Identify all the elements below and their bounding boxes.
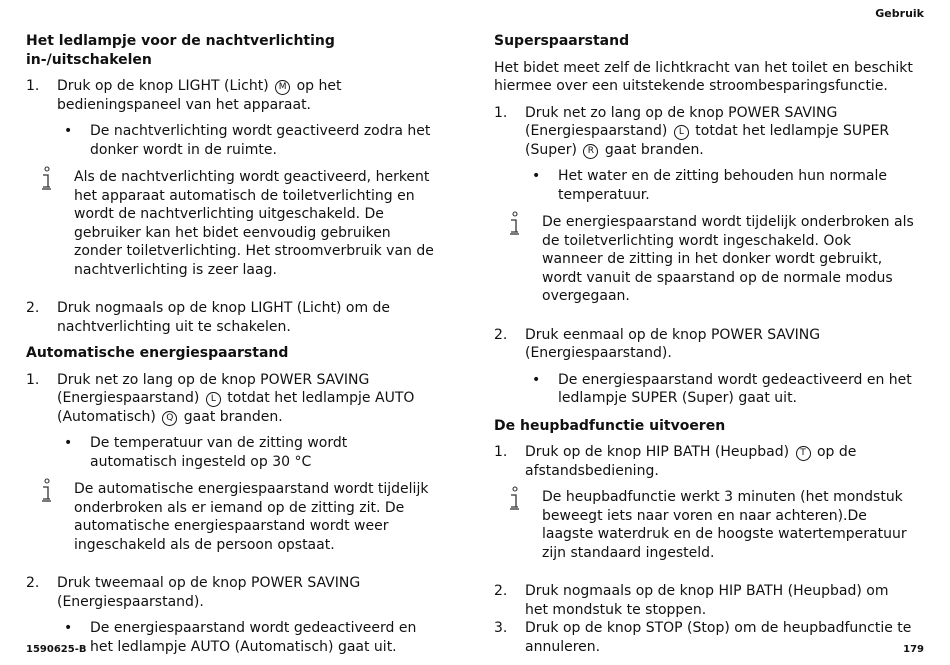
step-text: Druk net zo lang op de knop POWER SAVING (Energiespaarstand) [525,104,838,139]
left-column [26,32,438,665]
step-text: Druk nogmaals op de knop HIP BATH (Heupbad) om het mondstuk te stoppen. [525,583,889,618]
step-number: 2. [494,583,508,599]
note-text: Als de nachtverlichting wordt geactiveerd, herkent het apparaat automatisch de toiletverlichting en wordt de nachtverlichting uitgeschakeld. De gebruiker kan het bidet eenvoudig gebruiken zonder toiletverlichting. Het stroomverbruik van de nachtverlichting is zeer laag. [74,169,434,278]
step-number: 3. [494,620,508,636]
step-text: Druk eenmaal op de knop POWER SAVING (Energiespaarstand). [525,326,821,361]
step-text: Druk net zo lang op de knop POWER SAVING (Energiespaarstand) [57,371,370,406]
step-number: 2. [26,300,40,316]
info-note [494,488,914,562]
step-text: op de afstandsbediening. [525,444,857,479]
numbered-step [494,326,914,363]
power-saving-button-icon: L [206,392,221,407]
bullet-text: De energiespaarstand wordt gedeactiveerd en het ledlampje SUPER (Super) gaat uit. [558,371,912,406]
info-note [26,480,438,554]
intro-paragraph: Het bidet meet zelf de lichtkracht van het toilet en beschikt hiermee over een uitstekende stroombesparingsfunctie. [494,59,913,94]
step-text: Druk nogmaals op de knop LIGHT (Licht) om de nachtverlichting uit te schakelen. [57,300,391,335]
bullet-icon: • [532,371,541,388]
numbered-step [494,582,914,619]
numbered-step [26,77,438,114]
bullet-icon: • [64,123,73,139]
step-number: 2. [26,575,40,591]
step-text: Druk op de knop HIP BATH (Heupbad) [525,444,790,460]
super-led-icon: R [583,144,598,159]
step-text: Druk tweemaal op de knop POWER SAVING (Energiespaarstand). [57,575,361,610]
step-number: 1. [26,78,40,94]
bullet-item [26,122,438,159]
right-column [494,32,914,664]
info-note [494,213,914,306]
hip-bath-button-icon: T [796,446,811,461]
step-text: gaat branden. [604,141,704,158]
note-text: De energiespaarstand wordt tijdelijk onderbroken als de toiletverlichting wordt ingeschakeld. Ook wanneer de zitting in het donker wordt gebruikt, wordt vanuit de spaarstand op de normale modus overgegaan. [542,214,914,304]
info-icon [507,211,521,237]
bullet-icon: • [532,168,541,184]
bullet-item [494,371,914,408]
page-number: 179 [903,644,924,655]
info-icon [507,486,521,512]
numbered-step [494,443,914,480]
info-icon [39,166,53,192]
light-button-icon: M [275,80,290,95]
step-text: op het bedieningspaneel van het apparaat. [57,78,342,113]
step-text: totdat het ledlampje SUPER (Super) [525,123,890,158]
bullet-item [494,167,914,204]
numbered-step [26,299,438,336]
bullet-text: De temperatuur van de zitting wordt automatisch ingesteld op 30 °C [90,435,348,470]
document-id: 1590625-B [26,644,87,655]
step-text: Druk op de knop LIGHT (Licht) [57,78,269,94]
bullet-text: De nachtverlichting wordt geactiveerd zodra het donker wordt in de ruimte. [90,123,431,158]
power-saving-button-icon: L [674,125,689,140]
step-text: Druk op de knop STOP (Stop) om de heupbadfunctie te annuleren. [525,620,912,655]
numbered-step [494,104,914,160]
auto-led-icon: Q [162,411,177,426]
step-number: 1. [494,444,508,460]
note-text: De automatische energiespaarstand wordt tijdelijk onderbroken als er iemand op de zitting zit. De automatische energiespaarstand wordt weer ingeschakeld als de persoon opstaat. [74,481,429,553]
section-heading-night-light: Het ledlampje voor de nachtverlichting in-/uitschakelen [26,33,335,68]
bullet-icon: • [64,620,73,636]
section-heading-auto-saving: Automatische energiespaarstand [26,345,289,361]
step-number: 2. [494,326,508,343]
numbered-step [494,619,914,656]
step-number: 1. [494,104,508,121]
step-text: totdat het ledlampje AUTO (Automatisch) [57,390,415,425]
step-number: 1. [26,371,40,388]
note-text: De heupbadfunctie werkt 3 minuten (het mondstuk beweegt iets naar voren en naar achteren).De laagste waterdruk en de hoogste watertemperatuur zijn standaard ingesteld. [542,489,907,561]
section-heading-hip-bath: De heupbadfunctie uitvoeren [494,417,726,434]
bullet-icon: • [64,435,73,451]
step-text: gaat branden. [183,408,283,425]
numbered-step [26,574,438,611]
info-note [26,168,438,279]
bullet-item [26,434,438,471]
section-heading-super-saving: Superspaarstand [494,33,630,49]
numbered-step [26,371,438,427]
bullet-item [26,619,438,656]
bullet-text: De energiespaarstand wordt gedeactiveerd en het ledlampje AUTO (Automatisch) gaat uit. [90,620,417,655]
bullet-text: Het water en de zitting behouden hun normale temperatuur. [558,168,887,203]
info-icon [39,478,53,504]
page-header: Gebruik [875,7,924,20]
